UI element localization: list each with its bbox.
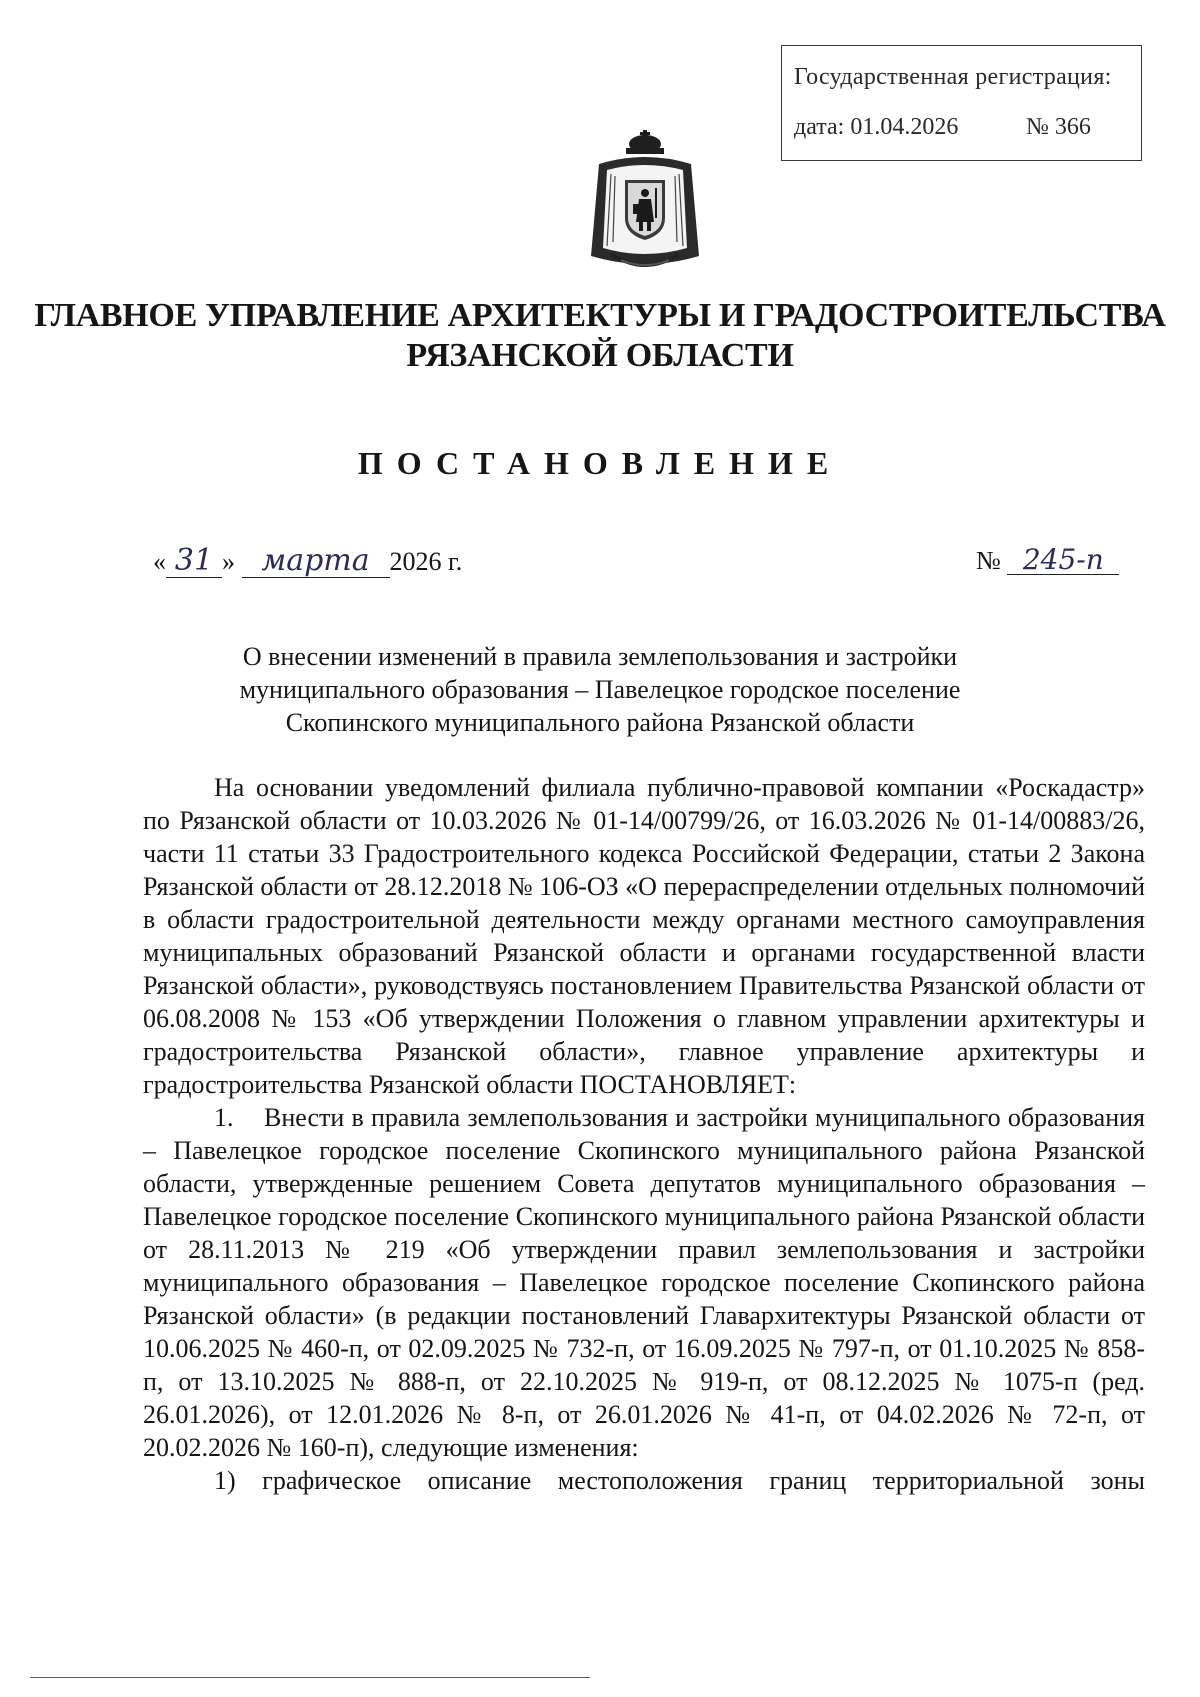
document-date [153,545,462,578]
document-subject [0,640,1200,739]
registration-date: дата: 01.04.2026 [794,114,959,140]
document-body [143,771,1145,1497]
preamble-paragraph: На основании уведомлений филиала публично-правовой компании «Роскадастр» по Рязанской области от 10.03.2026 № 01-14/00799/26, от 16.03.2026 № 01-14/00883/26, части 11 статьи 33 Градостроительного кодекса Российской Федерации, статьи 2 Закона Рязанской области от 28.12.2018 № 106-ОЗ «О перераспределении отдельных полномочий в области градостроительной деятельности между органами местного самоуправления муниципальных образований Рязанской области и органами государственной власти Рязанской области», руководствуясь постановлением Правительства Рязанской области от 06.08.2008 № 153 «Об утверждении Положения о главном управлении архитектуры и градостроительства Рязанской области», главное управление архитектуры и градостроительства Рязанской области ПОСТАНОВЛЯЕТ: [143,773,1145,1099]
date-open-quote: « [153,547,166,576]
subject-line: муниципального образования – Павелецкое городское поселение [239,675,961,704]
date-day-handwritten: 31 [166,545,222,578]
subclause-1: 1) графическое описание местоположения границ территориальной зоны [214,1466,1145,1495]
number-sign: № [976,546,1001,575]
subject-line: Скопинского муниципального района Рязанской области [285,708,915,737]
document-number-handwritten: 245-п [1007,545,1119,575]
registration-stamp [781,45,1142,161]
document-type-title: ПОСТАНОВЛЕНИЕ [357,445,843,481]
scan-edge-line [30,1677,590,1678]
organization-name-line1: ГЛАВНОЕ УПРАВЛЕНИЕ АРХИТЕКТУРЫ И ГРАДОСТРОИТЕЛЬСТВА [34,297,1166,334]
date-close-quote: » [222,547,235,576]
registration-number: № 366 [1026,114,1091,140]
subject-line: О внесении изменений в правила землепользования и застройки [242,642,958,671]
document-number [976,545,1119,575]
organization-name-line2: РЯЗАНСКОЙ ОБЛАСТИ [406,337,794,374]
ryazan-coat-of-arms-icon [581,130,709,278]
clause-1-number: 1. [214,1103,234,1132]
clause-1-text: Внести в правила землепользования и застройки муниципального образования – Павелецкое городское поселение Скопинского муниципального района Рязанской области, утвержденные решением Совета депутатов муниципального образования – Павелецкое городское поселение Скопинского муниципального района Рязанской области от 28.11.2013 № 219 «Об утверждении правил землепользования и застройки муниципального образования – Павелецкое городское поселение Скопинского района Рязанской области» (в редакции постановлений Главархитектуры Рязанской области от 10.06.2025 № 460-п, от 02.09.2025 № 732-п, от 16.09.2025 № 797-п, от 01.10.2025 № 858-п, от 13.10.2025 № 888-п, от 22.10.2025 № 919-п, от 08.12.2025 № 1075-п (ред. 26.01.2026), от 12.01.2026 № 8-п, от 26.01.2026 № 41-п, от 04.02.2026 № 72-п, от 20.02.2026 № 160-п), следующие изменения: [143,1103,1145,1462]
registration-title: Государственная регистрация: [794,64,1112,90]
date-month-handwritten: марта [242,545,390,578]
date-year: 2026 г. [389,547,463,576]
clause-1 [143,1101,1145,1464]
